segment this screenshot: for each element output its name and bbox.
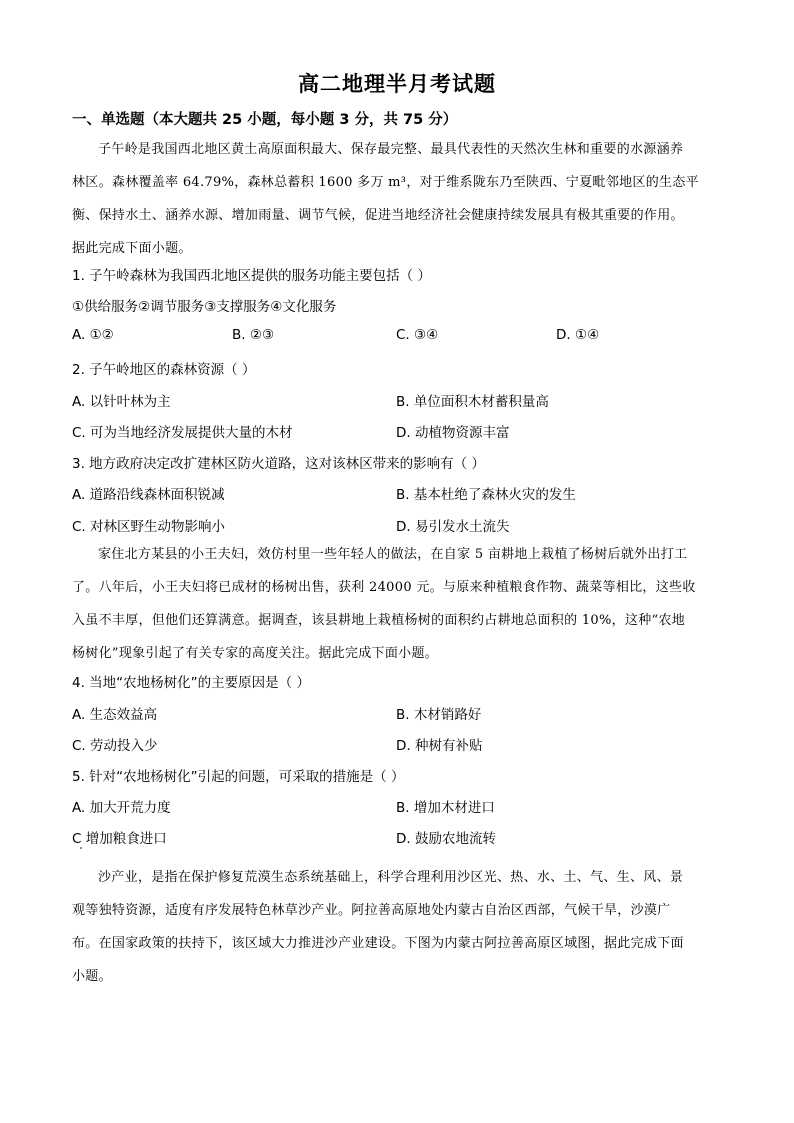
q1-option-a[interactable]: A. ①② [72,327,114,343]
passage-line: 林区。森林覆盖率 64.79%，森林总蓄积 1600 多万 m³，对于维系陇东乃至陕西、宁夏毗邻地区的生态平 [72,175,699,190]
passage-line: 入虽不丰厚，但他们还算满意。据调查，该县耕地上栽植杨树的面积约占耕地总面积的 10%，这种“农地 [72,613,686,628]
q2-option-b[interactable]: B. 单位面积木材蓄积量高 [396,394,549,410]
q2-option-d[interactable]: D. 动植物资源丰富 [396,425,510,441]
question-3-stem: 3. 地方政府决定改扩建林区防火道路，这对该林区带来的影响有（ ） [72,456,485,472]
passage-3 [72,861,724,993]
passage-line: 了。八年后，小王夫妇将已成材的杨树出售，获利 24000 元。与原来种植粮食作物、蔬菜等相比，这些收 [72,580,696,595]
passage-line: 衡、保持水土、涵养水源、增加雨量、调节气候，促进当地经济社会健康持续发展具有极其重要的作用。 [72,208,684,223]
q5-option-a[interactable]: A. 加大开荒力度 [72,800,171,816]
section-heading: 一、单选题（本大题共 25 小题，每小题 3 分，共 75 分） [72,112,458,128]
q4-option-c[interactable]: C. 劳动投入少 [72,738,158,754]
q3-option-a[interactable]: A. 道路沿线森林面积锐减 [72,487,225,503]
page-title: 高二地理半月考试题 [298,71,496,96]
q3-option-d[interactable]: D. 易引发水土流失 [396,519,510,535]
passage-line: 杨树化”现象引起了有关专家的高度关注。据此完成下面小题。 [72,646,439,661]
question-5-stem: 5. 针对“农地杨树化”引起的问题，可采取的措施是（ ） [72,769,405,785]
stray-mark [80,847,82,849]
q4-option-a[interactable]: A. 生态效益高 [72,707,158,723]
q3-option-c[interactable]: C. 对林区野生动物影响小 [72,519,226,535]
q2-option-a[interactable]: A. 以针叶林为主 [72,394,171,410]
passage-line: 小题。 [72,969,112,984]
q4-option-b[interactable]: B. 木材销路好 [396,707,482,723]
question-4-stem: 4. 当地“农地杨树化”的主要原因是（ ） [72,675,310,691]
passage-line: 沙产业，是指在保护修复荒漠生态系统基础上，科学合理利用沙区光、热、水、土、气、生、风、景 [98,870,684,885]
q1-option-b[interactable]: B. ②③ [232,327,275,343]
passage-line: 家住北方某县的小王夫妇，效仿村里一些年轻人的做法，在自家 5 亩耕地上栽植了杨树后就外出打工 [98,547,688,562]
q3-option-b[interactable]: B. 基本杜绝了森林火灾的发生 [396,487,576,503]
q2-option-c[interactable]: C. 可为当地经济发展提供大量的木材 [72,425,293,441]
passage-line: 布。在国家政策的扶持下，该区域大力推进沙产业建设。下图为内蒙古阿拉善高原区域图，据此完成下面 [72,936,684,951]
passage-line: 子午岭是我国西北地区黄土高原面积最大、保存最完整、最具代表性的天然次生林和重要的水源涵养 [98,142,684,157]
passage-line: 据此完成下面小题。 [72,241,192,256]
question-2-stem: 2. 子午岭地区的森林资源（ ） [72,362,256,378]
q5-option-c[interactable]: C 增加粮食进口 [72,831,167,847]
question-1-stem: 1. 子午岭森林为我国西北地区提供的服务功能主要包括（ ） [72,268,431,284]
passage-line: 观等独特资源，适度有序发展特色林草沙产业。阿拉善高原地处内蒙古自治区西部，气候干旱，沙漠广 [72,903,671,918]
q5-option-b[interactable]: B. 增加木材进口 [396,800,495,816]
passage-1 [72,133,724,265]
question-1-items: ①供给服务②调节服务③支撑服务④文化服务 [72,299,337,315]
q1-option-c[interactable]: C. ③④ [396,327,439,343]
q4-option-d[interactable]: D. 种树有补贴 [396,738,483,754]
passage-2 [72,538,724,670]
q1-option-d[interactable]: D. ①④ [556,327,600,343]
q5-option-d[interactable]: D. 鼓励农地流转 [396,831,496,847]
